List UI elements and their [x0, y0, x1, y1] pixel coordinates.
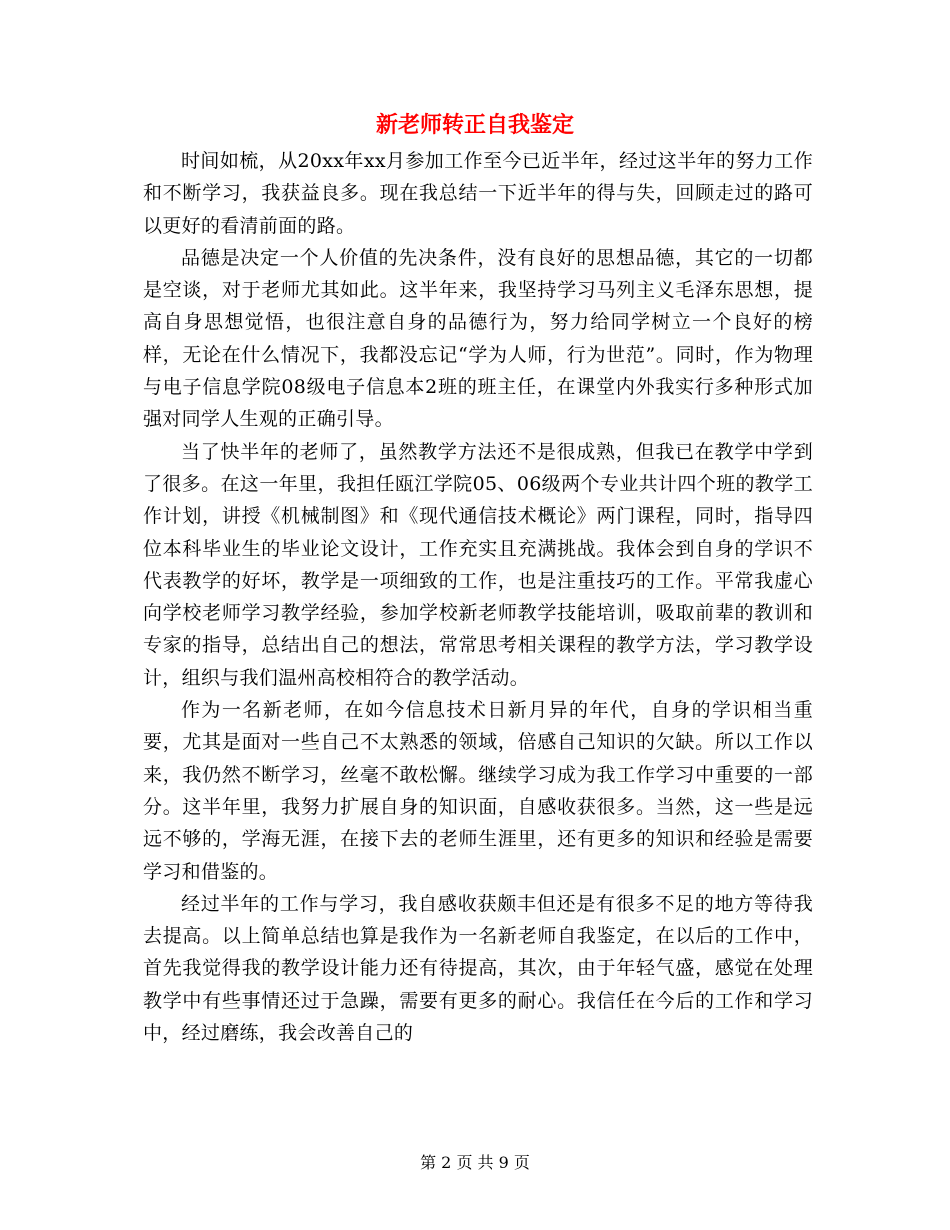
document-body: [143, 145, 813, 1049]
paragraph: 时间如梳，从20xx年xx月参加工作至今已近半年，经过这半年的努力工作和不断学习，我获益良多。现在我总结一下近半年的得与失，回顾走过的路可以更好的看清前面的路。: [143, 150, 813, 237]
paragraph: 经过半年的工作与学习，我自感收获颇丰但还是有很多不足的地方等待我去提高。以上简单总结也算是我作为一名新老师自我鉴定，在以后的工作中，首先我觉得我的教学设计能力还有待提高，其次，由于年轻气盛，感觉在处理教学中有些事情还过于急躁，需要有更多的耐心。我信任在今后的工作和学习中，经过磨练，我会改善自己的: [143, 892, 813, 1045]
document-title: 新老师转正自我鉴定: [375, 112, 574, 138]
paragraph: 当了快半年的老师了，虽然教学方法还不是很成熟，但我已在教学中学到了很多。在这一年里，我担任瓯江学院05、06级两个专业共计四个班的教学工作计划，讲授《机械制图》和《现代通信技术概论》两门课程，同时，指导四位本科毕业生的毕业论文设计，工作充实且充满挑战。我体会到自身的学识不代表教学的好坏，教学是一项细致的工作，也是注重技巧的工作。平常我虚心向学校老师学习教学经验，参加学校新老师教学技能培训，吸取前辈的教训和专家的指导，总结出自己的想法，常常思考相关课程的教学方法，学习教学设计，组织与我们温州高校相符合的教学活动。: [143, 440, 813, 689]
paragraph: 品德是决定一个人价值的先决条件，没有良好的思想品德，其它的一切都是空谈，对于老师尤其如此。这半年来，我坚持学习马列主义毛泽东思想，提高自身思想觉悟，也很注意自身的品德行为，努力给同学树立一个良好的榜样，无论在什么情况下，我都没忘记“学为人师，行为世范”。同时，作为物理与电子信息学院08级电子信息本2班的班主任，在课堂内外我实行多种形式加强对同学人生观的正确引导。: [143, 246, 813, 431]
paragraph: 作为一名新老师，在如今信息技术日新月异的年代，自身的学识相当重要，尤其是面对一些自己不太熟悉的领域，倍感自己知识的欠缺。所以工作以来，我仍然不断学习，丝毫不敢松懈。继续学习成为我工作学习中重要的一部分。这半年里，我努力扩展自身的知识面，自感收获很多。当然，这一些是远远不够的，学海无涯，在接下去的老师生涯里，还有更多的知识和经验是需要学习和借鉴的。: [143, 699, 813, 883]
page-number: 第 2 页 共 9 页: [420, 1153, 530, 1172]
